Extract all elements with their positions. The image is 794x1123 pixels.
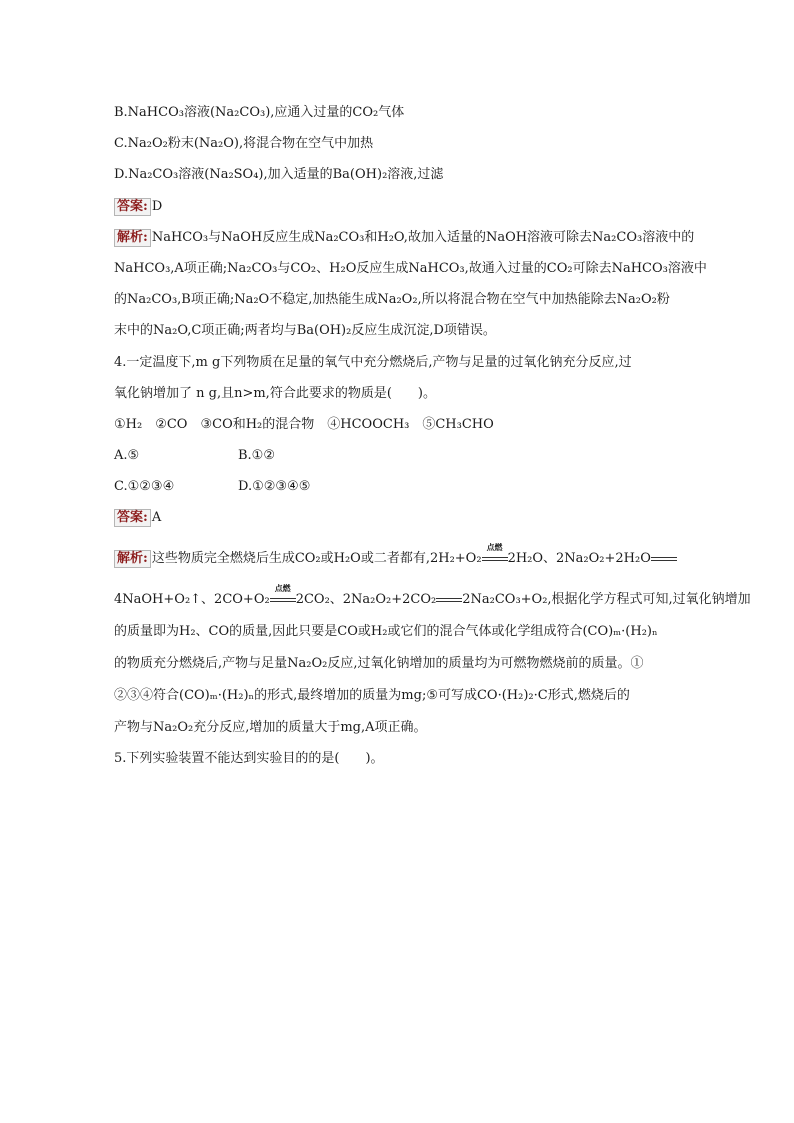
explanation-2-line-4: 的物质充分燃烧后,产物与足量Na₂O₂反应,过氧化钠增加的质量均为可燃物燃烧前的质量。① bbox=[114, 656, 644, 671]
option-b: B.①② bbox=[238, 448, 275, 463]
equation-text: 2H₂O、2Na₂O₂+2H₂O bbox=[507, 551, 651, 566]
question-4-line-1: 4.一定温度下,m g下列物质在足量的氧气中充分燃烧后,产物与足量的过氧化钠充分反应,过 bbox=[114, 355, 632, 370]
explanation-text: 这些物质完全燃烧后生成CO₂或H₂O或二者都有,2H₂+O₂ bbox=[151, 551, 482, 566]
equation-text: 2Na₂CO₃+O₂,根据化学方程式可知,过氧化钠增加 bbox=[462, 592, 751, 607]
explanation-1-line-4: 末中的Na₂O,C项正确;两者均与Ba(OH)₂反应生成沉淀,D项错误。 bbox=[114, 323, 496, 338]
option-a: A.⑤ bbox=[114, 448, 140, 463]
option-c: C.①②③④ bbox=[114, 479, 175, 494]
explanation-1-line-3: 的Na₂CO₃,B项正确;Na₂O不稳定,加热能生成Na₂O₂,所以将混合物在空气中加热能除去Na₂O₂粉 bbox=[114, 292, 670, 307]
explanation-1-line-1 bbox=[114, 229, 694, 247]
condition-label: 点燃 bbox=[274, 582, 291, 593]
answer-tag: 答案: bbox=[114, 198, 151, 216]
explanation-tag: 解析: bbox=[114, 229, 151, 247]
option-d: D.①②③④⑤ bbox=[238, 479, 311, 494]
explanation-2-line-2 bbox=[114, 582, 751, 609]
explanation-tag: 解析: bbox=[114, 550, 151, 568]
explanation-text: NaHCO₃与NaOH反应生成Na₂CO₃和H₂O,故加入适量的NaOH溶液可除去Na₂CO₃溶液中的 bbox=[151, 230, 695, 245]
equation-arrow bbox=[482, 541, 508, 564]
explanation-2-line-5: ②③④符合(CO)ₘ·(H₂)ₙ的形式,最终增加的质量为mg;⑤可写成CO·(H₂)₂·C形式,燃烧后的 bbox=[114, 688, 630, 703]
answer-value: D bbox=[151, 199, 163, 214]
question-5: 5.下列实验装置不能达到实验目的的是( )。 bbox=[114, 751, 384, 766]
equation-arrow bbox=[436, 595, 462, 605]
condition-label: 点燃 bbox=[486, 541, 503, 552]
answer-2 bbox=[114, 509, 161, 527]
option-b-line: B.NaHCO₃溶液(Na₂CO₃),应通入过量的CO₂气体 bbox=[114, 105, 405, 120]
equation-text: 2CO₂、2Na₂O₂+2CO₂ bbox=[295, 592, 437, 607]
question-4-line-2: 氧化钠增加了 n g,且n>m,符合此要求的物质是( )。 bbox=[114, 386, 436, 401]
equation-text: 4NaOH+O₂↑、2CO+O₂ bbox=[114, 592, 270, 607]
option-d-line: D.Na₂CO₃溶液(Na₂SO₄),加入适量的Ba(OH)₂溶液,过滤 bbox=[114, 167, 444, 182]
explanation-2-line-1 bbox=[114, 541, 677, 568]
equation-arrow bbox=[270, 582, 296, 605]
answer-1 bbox=[114, 198, 162, 216]
explanation-1-line-2: NaHCO₃,A项正确;Na₂CO₃与CO₂、H₂O反应生成NaHCO₃,故通入过量的CO₂可除去NaHCO₃溶液中 bbox=[114, 261, 707, 276]
equation-arrow bbox=[651, 554, 677, 564]
question-4-items: ①H₂ ②CO ③CO和H₂的混合物 ④HCOOCH₃ ⑤CH₃CHO bbox=[114, 417, 494, 432]
explanation-2-line-6: 产物与Na₂O₂充分反应,增加的质量大于mg,A项正确。 bbox=[114, 720, 427, 735]
answer-tag: 答案: bbox=[114, 509, 151, 527]
option-c-line: C.Na₂O₂粉末(Na₂O),将混合物在空气中加热 bbox=[114, 136, 374, 151]
answer-value: A bbox=[151, 510, 162, 525]
explanation-2-line-3: 的质量即为H₂、CO的质量,因此只要是CO或H₂或它们的混合气体或化学组成符合(CO)ₘ·(H₂)ₙ bbox=[114, 624, 658, 639]
